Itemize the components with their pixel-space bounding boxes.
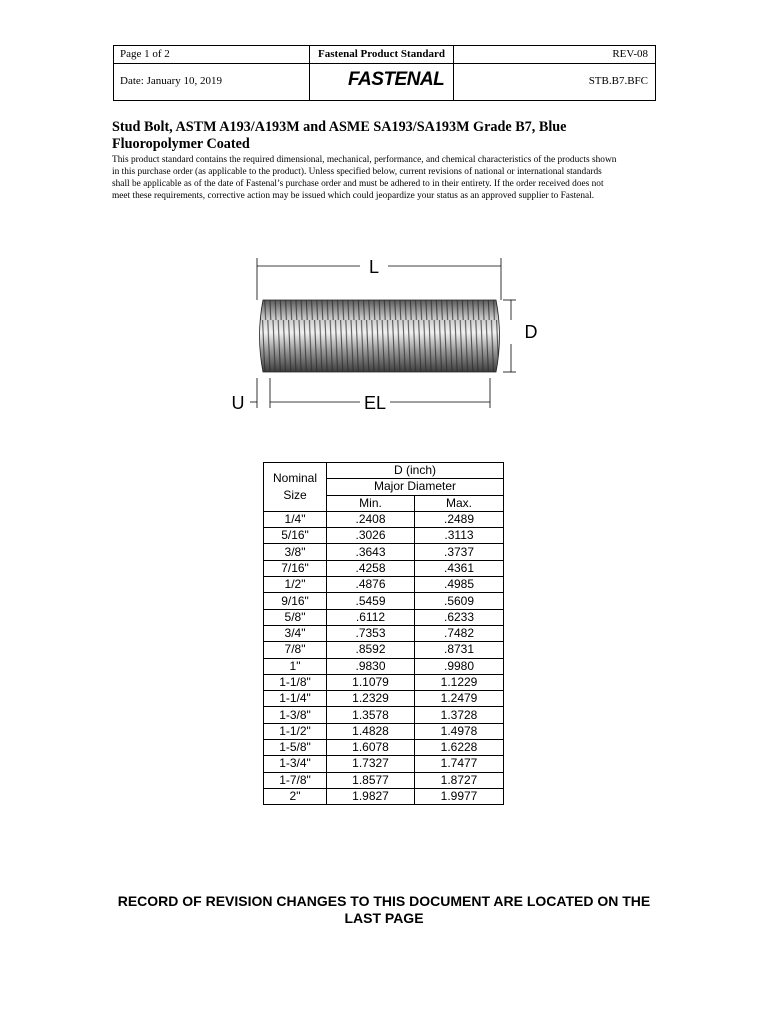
unthreaded-label: U xyxy=(231,393,245,413)
min-diameter-cell: .4258 xyxy=(327,560,415,576)
table-row xyxy=(264,642,504,658)
document-header xyxy=(113,45,656,101)
diameter-label: D xyxy=(524,322,538,342)
min-diameter-cell: .3643 xyxy=(327,544,415,560)
standard-label: Fastenal Product Standard xyxy=(318,48,445,60)
nominal-size-header: Nominal Size xyxy=(264,463,327,512)
min-header: Min. xyxy=(327,495,415,511)
table-row xyxy=(264,674,504,690)
max-diameter-cell: .6233 xyxy=(415,609,504,625)
min-diameter-cell: 1.4828 xyxy=(327,723,415,739)
intro-line: in this purchase order (as applicable to the product). Unless specified below, current revisions of national or international standards xyxy=(112,167,602,177)
max-diameter-cell: 1.2479 xyxy=(415,691,504,707)
min-diameter-cell: 1.6078 xyxy=(327,740,415,756)
table-row xyxy=(264,625,504,641)
max-diameter-cell: 1.6228 xyxy=(415,740,504,756)
nominal-size-cell: 2" xyxy=(264,788,327,804)
min-diameter-cell: .9830 xyxy=(327,658,415,674)
min-diameter-cell: .3026 xyxy=(327,528,415,544)
max-diameter-cell: 1.7477 xyxy=(415,756,504,772)
min-diameter-cell: .6112 xyxy=(327,609,415,625)
table-row xyxy=(264,593,504,609)
effective-length-label: EL xyxy=(363,393,387,413)
stud-bolt-diagram xyxy=(220,248,560,418)
d-inch-header: D (inch) xyxy=(327,463,504,479)
intro-line: shall be applicable as of the date of Fastenal’s purchase order and must be adhered to in their entirety. If the order received does not xyxy=(112,179,604,189)
max-diameter-cell: .5609 xyxy=(415,593,504,609)
min-diameter-cell: .5459 xyxy=(327,593,415,609)
nominal-size-cell: 7/8" xyxy=(264,642,327,658)
document-date: Date: January 10, 2019 xyxy=(120,75,223,87)
major-diameter-header: Major Diameter xyxy=(327,479,504,495)
document-number: STB.B7.BFC xyxy=(588,75,648,87)
min-diameter-cell: 1.8577 xyxy=(327,772,415,788)
table-row xyxy=(264,511,504,527)
table-row xyxy=(264,740,504,756)
nominal-size-cell: 3/8" xyxy=(264,544,327,560)
min-diameter-cell: 1.3578 xyxy=(327,707,415,723)
nominal-size-cell: 1-3/4" xyxy=(264,756,327,772)
max-diameter-cell: 1.4978 xyxy=(415,723,504,739)
nominal-size-cell: 9/16" xyxy=(264,593,327,609)
table-row xyxy=(264,723,504,739)
nominal-size-cell: 3/4" xyxy=(264,625,327,641)
table-row xyxy=(264,577,504,593)
nominal-size-cell: 1-7/8" xyxy=(264,772,327,788)
min-diameter-cell: .7353 xyxy=(327,625,415,641)
revision-notice-line: LAST PAGE xyxy=(344,910,424,926)
table-row xyxy=(264,788,504,804)
min-diameter-cell: .8592 xyxy=(327,642,415,658)
nominal-size-cell: 7/16" xyxy=(264,560,327,576)
max-diameter-cell: 1.3728 xyxy=(415,707,504,723)
table-header-row xyxy=(264,463,504,479)
length-dimension xyxy=(257,257,501,300)
nominal-size-cell: 1-5/8" xyxy=(264,740,327,756)
nominal-size-cell: 5/16" xyxy=(264,528,327,544)
revision-label: REV-08 xyxy=(612,48,648,60)
nominal-size-cell: 1-1/2" xyxy=(264,723,327,739)
table-row xyxy=(264,691,504,707)
title-line: Fluoropolymer Coated xyxy=(112,136,250,152)
length-label: L xyxy=(368,257,380,277)
diameter-table xyxy=(263,462,504,805)
max-diameter-cell: .8731 xyxy=(415,642,504,658)
min-diameter-cell: .4876 xyxy=(327,577,415,593)
max-diameter-cell: .4361 xyxy=(415,560,504,576)
max-diameter-cell: .3113 xyxy=(415,528,504,544)
intro-line: This product standard contains the required dimensional, mechanical, performance, and chemical characteristics of the products shown xyxy=(112,155,617,165)
max-diameter-cell: 1.1229 xyxy=(415,674,504,690)
max-diameter-cell: .3737 xyxy=(415,544,504,560)
stud-bolt-body xyxy=(260,300,500,372)
fastenal-logo: FASTENAL xyxy=(348,69,445,90)
table-row xyxy=(264,772,504,788)
intro-paragraph xyxy=(112,154,672,202)
revision-notice-line: RECORD OF REVISION CHANGES TO THIS DOCUMENT ARE LOCATED ON THE xyxy=(117,893,651,909)
nominal-size-cell: 1/4" xyxy=(264,511,327,527)
nominal-size-cell: 1/2" xyxy=(264,577,327,593)
table-row xyxy=(264,707,504,723)
effective-length-dimension xyxy=(232,378,491,413)
min-diameter-cell: 1.1079 xyxy=(327,674,415,690)
page-indicator: Page 1 of 2 xyxy=(120,48,170,60)
intro-line: meet these requirements, corrective action may be issued which could jeopardize your status as an approved supplier to Fastenal. xyxy=(112,191,595,201)
min-diameter-cell: 1.9827 xyxy=(327,788,415,804)
nominal-size-cell: 5/8" xyxy=(264,609,327,625)
table-row xyxy=(264,528,504,544)
max-header: Max. xyxy=(415,495,504,511)
max-diameter-cell: 1.8727 xyxy=(415,772,504,788)
max-diameter-cell: .7482 xyxy=(415,625,504,641)
min-diameter-cell: 1.7327 xyxy=(327,756,415,772)
max-diameter-cell: 1.9977 xyxy=(415,788,504,804)
diameter-dimension xyxy=(503,300,538,372)
max-diameter-cell: .9980 xyxy=(415,658,504,674)
nominal-size-cell: 1-1/8" xyxy=(264,674,327,690)
min-diameter-cell: 1.2329 xyxy=(327,691,415,707)
page-title xyxy=(112,119,672,153)
title-line: Stud Bolt, ASTM A193/A193M and ASME SA193/SA193M Grade B7, Blue xyxy=(112,119,567,135)
table-row xyxy=(264,544,504,560)
table-row xyxy=(264,756,504,772)
revision-notice xyxy=(100,893,668,927)
min-diameter-cell: .2408 xyxy=(327,511,415,527)
nominal-size-cell: 1-3/8" xyxy=(264,707,327,723)
max-diameter-cell: .4985 xyxy=(415,577,504,593)
nominal-size-cell: 1" xyxy=(264,658,327,674)
table-row xyxy=(264,658,504,674)
max-diameter-cell: .2489 xyxy=(415,511,504,527)
table-row xyxy=(264,560,504,576)
table-row xyxy=(264,609,504,625)
nominal-size-cell: 1-1/4" xyxy=(264,691,327,707)
